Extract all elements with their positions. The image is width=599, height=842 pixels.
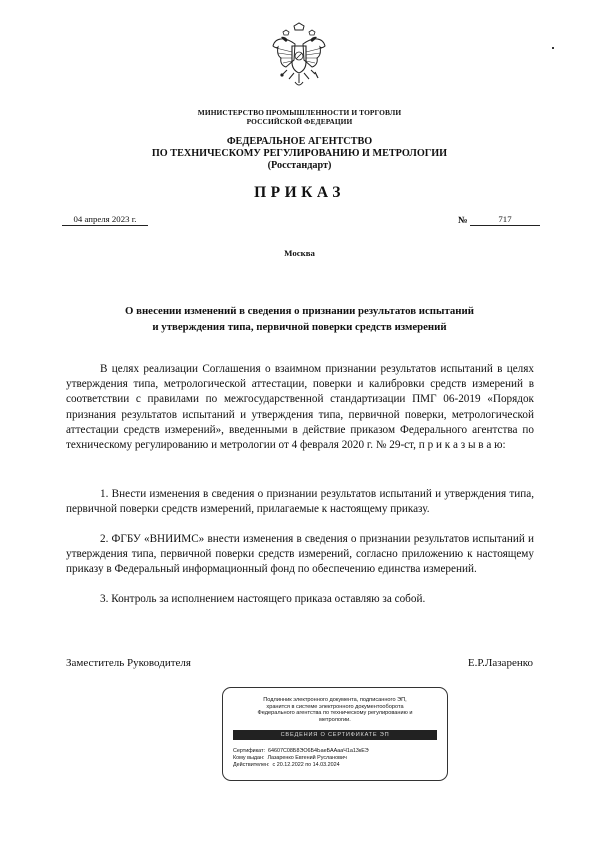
ministry-line-2: РОССИЙСКОЙ ФЕДЕРАЦИИ — [246, 117, 353, 126]
owner-label: Кому выдан: — [233, 755, 265, 761]
preamble-paragraph — [66, 362, 534, 453]
order-item-2-text: 2. ФГБУ «ВНИИМС» внести изменения в сведения о признании результатов испытаний и утверждения типа, первичной поверки средств измерений, согласно приложению к настоящему приказу в Федеральный информационный фонд по обеспечению единства измерений. — [66, 533, 534, 576]
preamble-text: В целях реализации Соглашения о взаимном признании результатов испытаний в целях утверждения типа, метрологической аттестации, поверки и калибровки средств измерений в соответствии с правилами по межгосударственной стандартизации ПМГ 06-2019 «Порядок признания результатов испытаний и утверждения типа, первичной поверки, метрологической аттестации средств измерений», введенными в действие приказом Федерального агентства по техническому регулированию и метрологии от 4 февраля 2020 г. № 29-ст, п р и к а з ы в а ю: — [66, 363, 534, 452]
ministry-header — [0, 108, 599, 126]
order-item-1 — [66, 487, 534, 517]
stamp-notice-line-1: Подлинник электронного документа, подписанного ЭП, — [263, 697, 407, 703]
stamp-notice-line-3: Федерального агентства по техническому регулированию и — [257, 710, 413, 717]
subject-line-2: и утверждения типа, первичной поверки средств измерений — [152, 320, 447, 333]
order-item-3-text: 3. Контроль за исполнением настоящего приказа оставляю за собой. — [100, 593, 426, 605]
corner-mark — [552, 47, 554, 49]
stamp-certificate-title: СВЕДЕНИЯ О СЕРТИФИКАТЕ ЭП — [233, 730, 437, 740]
order-item-1-text: 1. Внести изменения в сведения о признании результатов испытаний и утверждения типа, первичной поверки средств измерений, прилагаемые к настоящему приказу. — [66, 488, 534, 516]
stamp-notice-line-2: хранится в системе электронного документооборота — [266, 703, 404, 710]
agency-line-3: (Росстандарт) — [267, 160, 332, 171]
validity-value: с 20.12.2022 по 14.03.2024 — [272, 762, 340, 768]
stamp-notice-line-4: метрологии. — [319, 716, 351, 723]
signatory-name: Е.Р.Лазаренко — [467, 657, 533, 669]
validity-label: Действителен: — [233, 762, 270, 768]
city-label: Москва — [284, 248, 315, 258]
certificate-label: Сертификат: — [233, 748, 266, 754]
order-item-3 — [66, 592, 534, 607]
agency-line-1: ФЕДЕРАЛЬНОЕ АГЕНТСТВО — [226, 136, 373, 147]
stamp-certificate-row — [233, 748, 369, 754]
e-signature-stamp — [222, 687, 448, 781]
signatory-position: Заместитель Руководителя — [66, 657, 191, 669]
coat-of-arms-emblem — [270, 22, 328, 92]
agency-header — [0, 136, 599, 172]
owner-value: Лазаренко Евгений Русланович — [267, 755, 347, 761]
agency-line-2: ПО ТЕХНИЧЕСКОМУ РЕГУЛИРОВАНИЮ И МЕТРОЛОГИИ — [151, 148, 448, 159]
order-item-2 — [66, 532, 534, 578]
certificate-value: 64607С08Б8ЭО6Б4ЬаеБААааЧ1а13кЕЭ — [268, 748, 369, 754]
document-type-title: ПРИКАЗ — [254, 184, 345, 201]
stamp-owner-row — [233, 755, 347, 761]
ministry-line-1: МИНИСТЕРСТВО ПРОМЫШЛЕННОСТИ И ТОРГОВЛИ — [197, 108, 402, 117]
stamp-validity-row — [233, 762, 340, 768]
order-subject — [0, 304, 599, 335]
subject-line-1: О внесении изменений в сведения о признании результатов испытаний — [125, 305, 474, 317]
order-date: 04 апреля 2023 г. — [62, 214, 148, 226]
stamp-notice — [233, 697, 437, 723]
order-number: 717 — [470, 214, 540, 226]
number-sign: № — [458, 216, 468, 226]
